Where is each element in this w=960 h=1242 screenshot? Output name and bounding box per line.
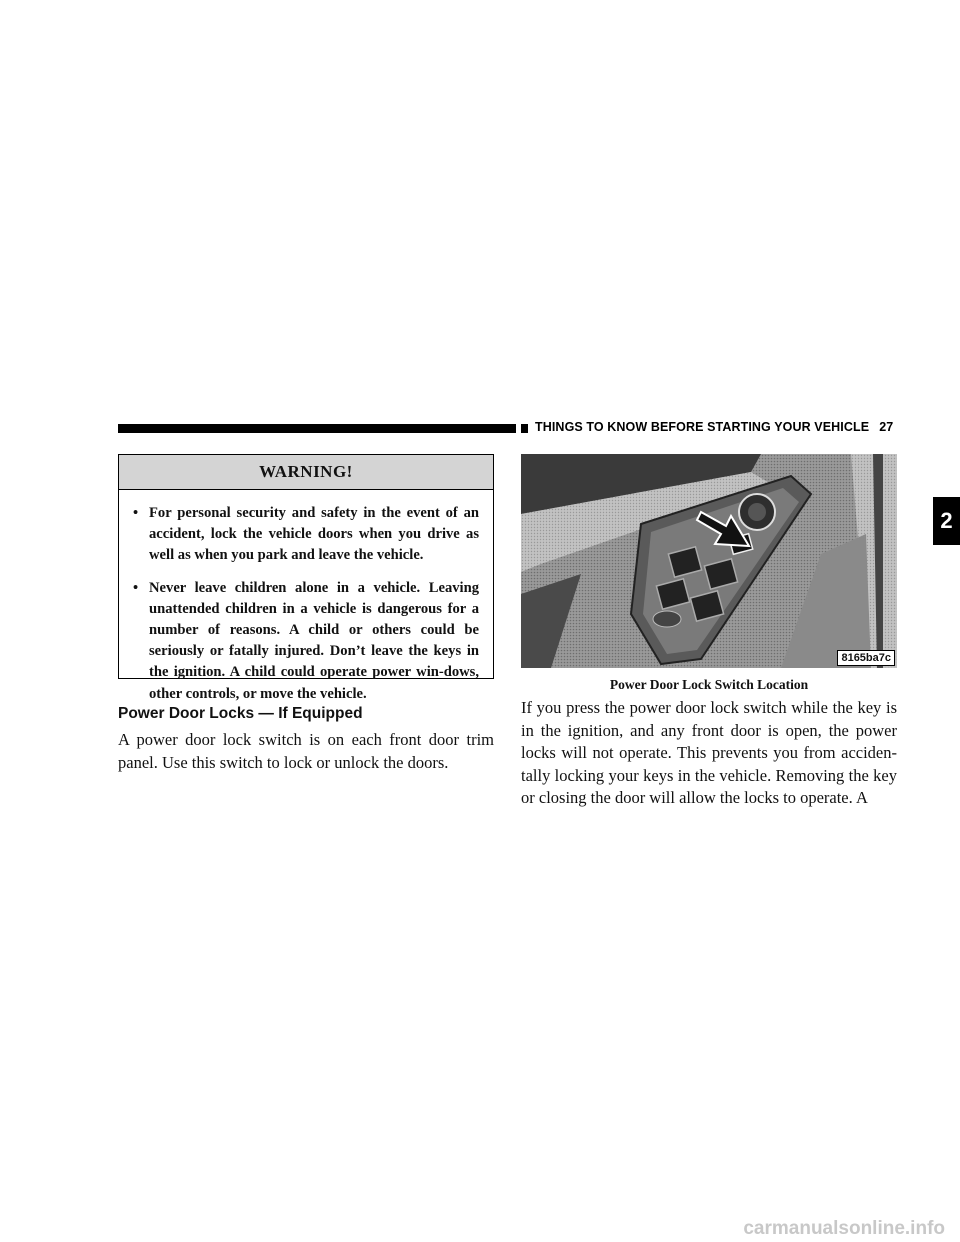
bullet-icon: • bbox=[133, 579, 139, 596]
figure-code: 8165ba7c bbox=[837, 650, 895, 666]
header-rule-end bbox=[521, 424, 528, 433]
page-number: 27 bbox=[879, 420, 894, 434]
warning-list bbox=[119, 490, 493, 705]
watermark: carmanualsonline.info bbox=[743, 1218, 945, 1239]
body-paragraph-left: A power door lock switch is on each front door trim panel. Use this switch to lock or unlock the doors. bbox=[118, 730, 494, 772]
bullet-icon: • bbox=[133, 505, 139, 521]
figure-caption: Power Door Lock Switch Location bbox=[609, 677, 809, 692]
body-paragraph-right: If you press the power door lock switch while the key is in the ignition, and any front door is open, the power locks will not operate. This prevents you from acciden-tally locking your keys in the vehicle. Removing the key or closing the door will allow the locks to operate. A bbox=[521, 698, 897, 807]
section-title: Power Door Locks — If Equipped bbox=[118, 705, 363, 722]
door-panel-illustration bbox=[521, 454, 897, 668]
warning-item: • For personal security and safety in the event of an accident, lock the vehicle doors when you drive as well as when you park and leave the vehicle. bbox=[133, 505, 479, 564]
door-switch-photo bbox=[521, 454, 897, 668]
warning-item: • Never leave children alone in a vehicle. Leaving unattended children in a vehicle is dangerous for a number of reasons. A child or others could be seriously or fatally injured. Don’t leave the keys in the ignition. A child could operate power win-dows, other controls, or move the vehicle. bbox=[133, 579, 479, 702]
header-section-title: THINGS TO KNOW BEFORE STARTING YOUR VEHICLE bbox=[535, 420, 870, 434]
running-header bbox=[535, 420, 893, 434]
warning-box bbox=[118, 454, 494, 702]
header-rule bbox=[118, 424, 516, 433]
warning-title: WARNING! bbox=[119, 455, 493, 490]
chapter-tab: 2 bbox=[933, 497, 960, 545]
